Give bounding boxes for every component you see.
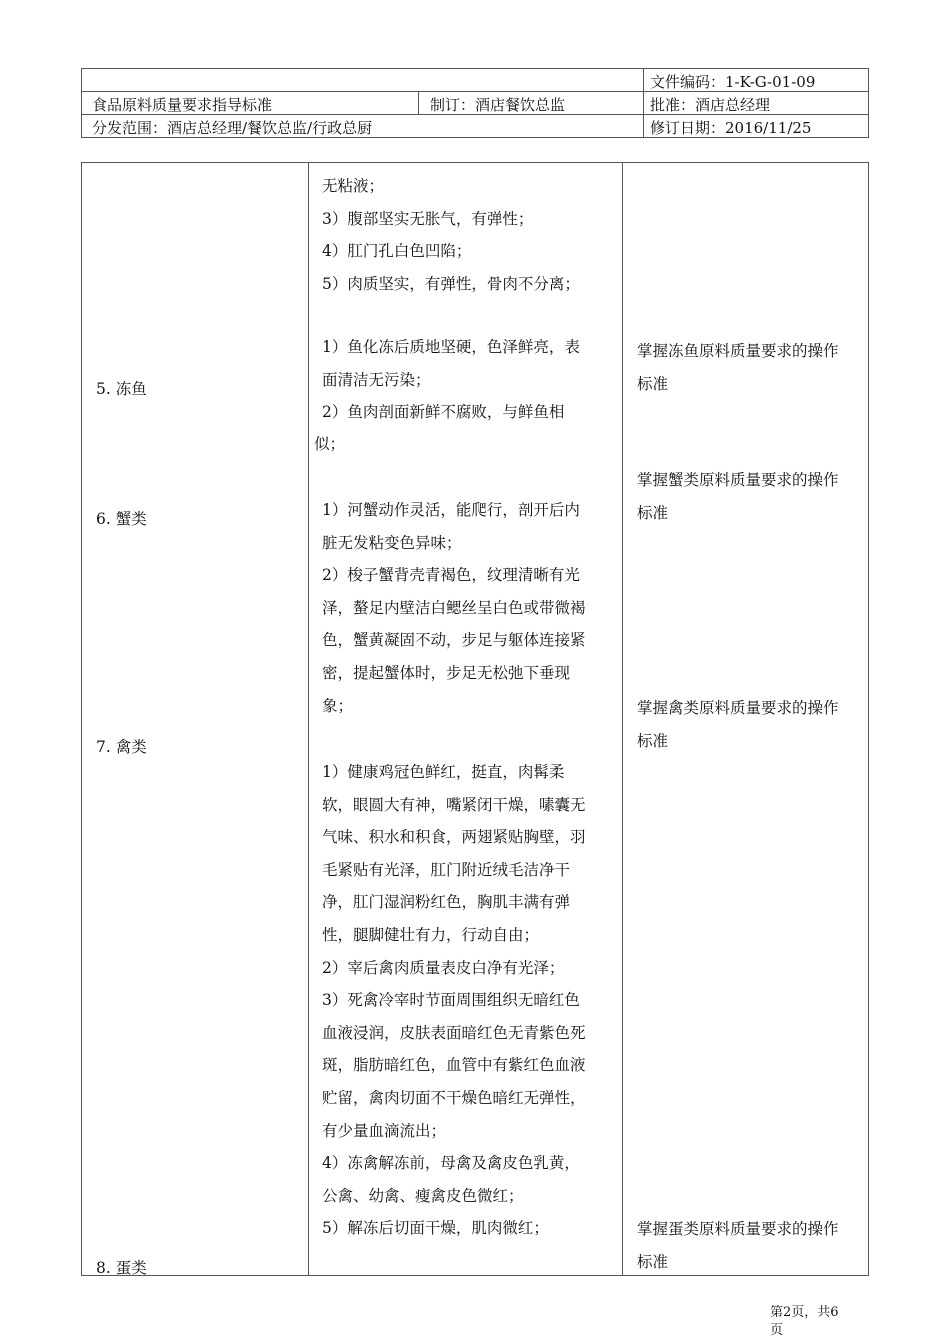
doc-code: 文件编码：1-K-G-01-09: [650, 73, 816, 91]
content-line: 2）梭子蟹背壳青褐色，纹理清晰有光: [322, 566, 580, 585]
requirement-text: 掌握冻鱼原料质量要求的操作 标准: [637, 342, 839, 393]
content-line: 2）宰后禽肉质量表皮白净有光泽；: [322, 958, 565, 977]
content-line: 性，腿脚健壮有力，行动自由；: [322, 925, 540, 944]
content-line: 脏无发粘变色异味；: [322, 533, 462, 552]
content-line: 5）肉质坚实，有弹性，骨肉不分离；: [322, 274, 580, 293]
requirement-text: 掌握蛋类原料质量要求的操作 标准: [637, 1220, 839, 1271]
item-label: 8. 蛋类: [96, 1259, 147, 1277]
content-line: 象；: [322, 696, 354, 715]
doc-title: 食品原料质量要求指导标准: [92, 96, 273, 114]
content-line: 无粘液；: [322, 177, 385, 195]
content-line: 色，蟹黄凝固不动，步足与躯体连接紧: [322, 631, 586, 650]
content-line: 泽，螯足内壁洁白鳃丝呈白色或带微褐: [322, 598, 586, 617]
content-line: 4）冻禽解冻前，母禽及禽皮色乳黄，: [322, 1154, 580, 1173]
content-line: 血液浸润，皮肤表面暗红色无青紫色死: [322, 1023, 586, 1042]
content-line: 有少量血滴流出；: [322, 1121, 447, 1140]
approved-by: 批准：酒店总经理: [650, 96, 771, 114]
content-line: 2）鱼肉剖面新鲜不腐败，与鲜鱼相: [322, 403, 565, 422]
requirement-text: 掌握禽类原料质量要求的操作 标准: [637, 699, 839, 750]
prepared-by: 制订：酒店餐饮总监: [430, 96, 566, 114]
content-line: 斑，脂肪暗红色，血管中有紫红色血液: [322, 1056, 586, 1075]
content-block: [322, 170, 580, 300]
content-line: 1）鱼化冻后质地坚硬，色泽鲜亮，表: [322, 338, 580, 356]
content-line: 5）解冻后切面干燥，肌肉微红；: [322, 1219, 549, 1238]
content-line: 3）死禽冷宰时节面周围组织无暗红色: [322, 991, 580, 1010]
content-block: [314, 428, 345, 461]
item-label: 6. 蟹类: [96, 510, 147, 528]
content-line: 4）肛门孔白色凹陷；: [322, 242, 472, 261]
content-line: 气味、积水和积食，两翅紧贴胸壁，羽: [322, 828, 586, 847]
content-line: 贮留，禽肉切面不干燥色暗红无弹性，: [322, 1088, 586, 1107]
page-number: 第2页，共6 页: [770, 1305, 839, 1338]
content-line: 净，肛门湿润粉红色，胸肌丰满有弹: [322, 893, 571, 912]
content-block: [322, 756, 586, 1245]
content-line: 毛紧贴有光泽，肛门附近绒毛洁净干: [322, 860, 571, 879]
content-block: [322, 494, 586, 722]
item-label: 7. 禽类: [96, 738, 147, 756]
item-label: 5. 冻鱼: [96, 380, 147, 398]
content-line: 软，眼圆大有神，嘴紧闭干燥，嗉囊无: [322, 795, 586, 814]
content-line: 1）健康鸡冠色鲜红，挺直，肉髯柔: [322, 763, 565, 781]
content-line: 密，提起蟹体时，步足无松弛下垂现: [322, 663, 571, 682]
content-block: [322, 331, 580, 429]
revision-date: 修订日期：2016/11/25: [650, 119, 812, 137]
content-line: 公禽、幼禽、瘦禽皮色微红；: [322, 1186, 524, 1205]
content-line: 似；: [314, 435, 346, 453]
distribution: 分发范围：酒店总经理/餐饮总监/行政总厨: [92, 119, 373, 137]
requirement-text: 掌握蟹类原料质量要求的操作 标准: [637, 471, 839, 522]
content-line: 面清洁无污染；: [322, 370, 431, 389]
content-line: 1）河蟹动作灵活，能爬行，剖开后内: [322, 501, 580, 519]
content-line: 3）腹部坚实无胀气，有弹性；: [322, 209, 534, 228]
